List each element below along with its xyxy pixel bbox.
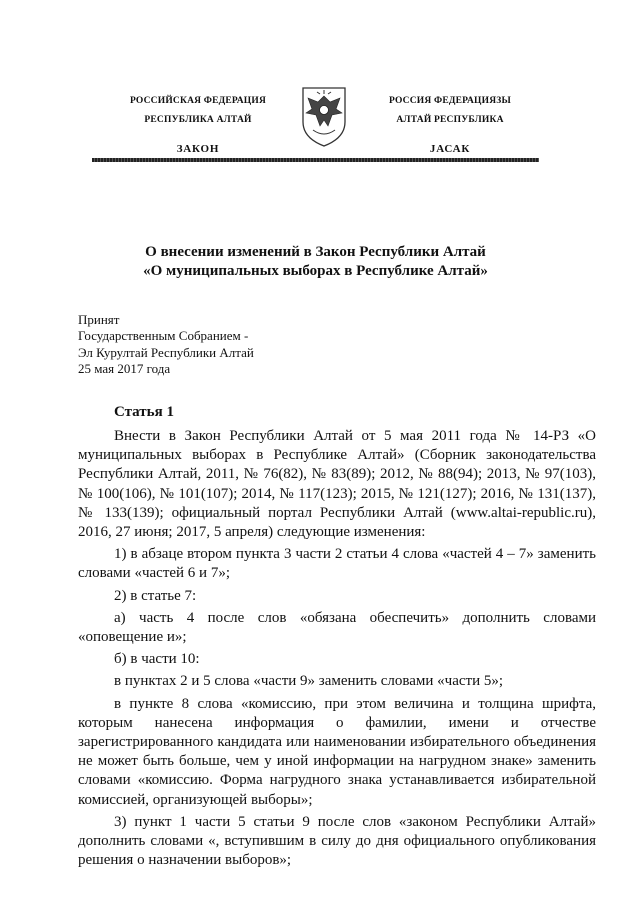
- coat-of-arms-icon: [299, 82, 349, 148]
- law-title-line1: О внесении изменений в Закон Республики Алтай: [145, 244, 486, 260]
- paragraph: 3) пункт 1 части 5 статьи 9 после слов «законом Республики Алтай» дополнить словами «, вступившим в силу до дня официального опубликования решения о назначении выборов»;: [78, 813, 596, 869]
- header-left-country: РОССИЙСКАЯ ФЕДЕРАЦИЯ: [129, 96, 267, 106]
- adopted-by: Государственным Собранием -: [78, 328, 249, 344]
- paragraph: Внести в Закон Республики Алтай от 5 мая 2011 года № 14-РЗ «О муниципальных выборах в Республике Алтай» (Сборник законодательства Республики Алтай, 2011, № 76(82), № 83(89); 2012, № 88(94); 2013, № 97(103), № 100(106), № 101(107); 2014, № 117(123); 2015, № 121(127); 2016, № 131(137), № 133(139); официальный портал Республики Алтай (www.altai-republic.ru), 2016, 27 июня; 2017, 5 апреля) следующие изменения:: [78, 428, 596, 541]
- header-right-republic: АЛТАЙ РЕСПУБЛИКА: [396, 115, 504, 125]
- header-right-country: РОССИЯ ФЕДЕРАЦИЯЗЫ: [389, 96, 511, 106]
- header-right-law: JАСАК: [429, 143, 471, 155]
- header-right-block: [355, 92, 545, 159]
- paragraph: 1) в абзаце втором пункта 3 части 2 статьи 4 слова «частей 4 – 7» заменить словами «частей 6 и 7»;: [78, 546, 596, 582]
- law-title-line2: «О муниципальных выборах в Республике Алтай»: [143, 263, 488, 279]
- adopted-date: 25 мая 2017 года: [78, 360, 171, 376]
- header-left-block: [103, 92, 293, 159]
- adopted-body: Эл Курултай Республики Алтай: [78, 344, 254, 360]
- header-left-republic: РЕСПУБЛИКА АЛТАЙ: [144, 115, 252, 125]
- law-title: [92, 243, 539, 281]
- paragraph: б) в части 10:: [114, 651, 200, 668]
- article-body: [78, 427, 596, 873]
- header-divider: [92, 158, 539, 162]
- adoption-block: [78, 312, 254, 377]
- paragraph: в пункте 8 слова «комиссию, при этом величина и толщина шрифта, которым нанесена информация о фамилии, имени и отчестве зарегистрированного кандидата или наименовании избирательного объединения не может быть больше, чем у иной информации на нагрудном знаке» заменить словами «комиссию. Форма нагрудного знака устанавливается избирательной комиссией, организующей выборы»;: [78, 695, 596, 808]
- paragraph: 2) в статье 7:: [114, 587, 197, 604]
- adopted-label: Принят: [78, 312, 120, 327]
- paragraph: в пунктах 2 и 5 слова «части 9» заменить словами «части 5»;: [114, 673, 504, 690]
- header-left-law: ЗАКОН: [176, 143, 220, 155]
- article-heading: Статья 1: [114, 404, 174, 420]
- paragraph: а) часть 4 после слов «обязана обеспечить» дополнить словами «оповещение и»;: [78, 609, 596, 646]
